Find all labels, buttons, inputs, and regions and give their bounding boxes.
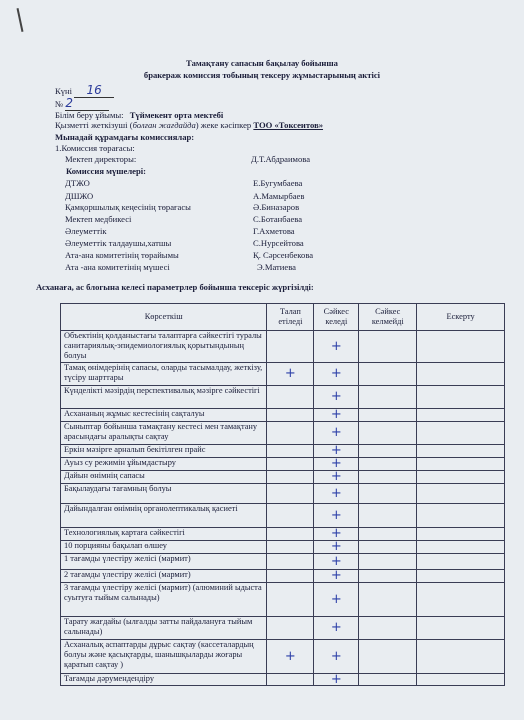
indicator-cell: 3 тағамды үлестіру желісі (мармит) (алюминий ыдыста суытуға тыйым салынады) <box>61 583 267 617</box>
member-role: Ата-ана комитетінің төрайымы <box>65 250 179 260</box>
complies-cell: + <box>314 458 359 471</box>
member-role: Мектеп медбикесі <box>65 214 132 224</box>
indicator-cell: Дайын өнімнің сапасы <box>61 471 267 484</box>
complies-cell: + <box>314 363 359 386</box>
org-value: Түймекент орта мектебі <box>129 110 224 120</box>
supplier-middle: ) жеке кәсіпкер <box>195 120 252 130</box>
member-name: Г.Ахметова <box>253 226 295 236</box>
required-cell <box>267 445 314 458</box>
required-cell <box>267 458 314 471</box>
member-role: Қамқоршылық кеңесінің төрағасы <box>65 202 191 212</box>
not-complies-cell <box>359 554 417 570</box>
not-complies-cell <box>359 674 417 686</box>
number-field <box>55 96 109 111</box>
day-value: 16 <box>74 83 114 98</box>
supplier-label: Қызметті жеткізуші ( <box>55 120 133 130</box>
note-cell <box>417 458 505 471</box>
indicator-cell: Асхананың жұмыс кестесінің сақталуы <box>61 409 267 422</box>
not-complies-cell <box>359 504 417 528</box>
note-cell <box>417 363 505 386</box>
member-name: А.Мамырбаев <box>253 191 305 201</box>
complies-cell: + <box>314 554 359 570</box>
required-cell <box>267 331 314 363</box>
column-header: Талап етіледі <box>267 304 314 331</box>
complies-cell: + <box>314 541 359 554</box>
column-header: Ескерту <box>417 304 505 331</box>
required-cell: + <box>267 363 314 386</box>
not-complies-cell <box>359 617 417 640</box>
table-row <box>61 363 505 386</box>
required-cell <box>267 409 314 422</box>
not-complies-cell <box>359 458 417 471</box>
indicator-cell: Сыныптар бойынша тамақтану кестесі мен тамақтану арасындағы аралықты сақтау <box>61 422 267 445</box>
not-complies-cell <box>359 422 417 445</box>
note-cell <box>417 484 505 504</box>
not-complies-cell <box>359 386 417 409</box>
indicator-cell: Асханалық аспаптарды дұрыс сақтау (кассеталардың болуы және қасықтарды, шанышқыларды жоғары қаратып сақтау ) <box>61 640 267 674</box>
not-complies-cell <box>359 409 417 422</box>
complies-cell: + <box>314 570 359 583</box>
note-cell <box>417 541 505 554</box>
table-row <box>61 409 505 422</box>
required-cell <box>267 674 314 686</box>
member-role: ДТЖО <box>65 178 90 188</box>
required-cell <box>267 484 314 504</box>
note-cell <box>417 554 505 570</box>
supplier-line <box>55 120 323 130</box>
required-cell <box>267 504 314 528</box>
required-cell <box>267 386 314 409</box>
member-name: Қ. Сәрсенбекова <box>253 250 314 260</box>
indicator-cell: Объектінің қолданыстағы талаптарға сәйкестігі туралы санитариялық-эпидемиологиялық қорытындының болуы <box>61 331 267 363</box>
scan-mark <box>17 8 24 32</box>
table-row <box>61 583 505 617</box>
table-row <box>61 617 505 640</box>
column-header: Сәйкес келмейді <box>359 304 417 331</box>
org-label: Білім беру ұйымы: <box>55 110 124 120</box>
complies-cell: + <box>314 617 359 640</box>
indicator-cell: Тамақ өнімдерінің сапасы, оларды тасымалдау, жеткізу, түсіру шарттары <box>61 363 267 386</box>
note-cell <box>417 583 505 617</box>
table-row <box>61 504 505 528</box>
note-cell <box>417 674 505 686</box>
complies-cell: + <box>314 471 359 484</box>
complies-cell: + <box>314 409 359 422</box>
member-role: Әлеуметтік талдаушы,хатшы <box>65 238 172 248</box>
indicator-cell: Дайындалған өнімнің органолептикалық қасиеті <box>61 504 267 528</box>
note-cell <box>417 504 505 528</box>
complies-cell: + <box>314 528 359 541</box>
supplier-italic: болған жағдайда <box>132 120 196 130</box>
number-value: 2 <box>65 96 109 111</box>
member-name: С.Ботанбаева <box>253 214 303 224</box>
not-complies-cell <box>359 331 417 363</box>
complies-cell: + <box>314 484 359 504</box>
document-title-line1: Тамақтану сапасын бақылау бойынша <box>186 58 338 68</box>
note-cell <box>417 528 505 541</box>
table-row <box>61 528 505 541</box>
indicator-cell: Бақылаудағы тағамның болуы <box>61 484 267 504</box>
column-header: Көрсеткіш <box>61 304 267 331</box>
required-cell <box>267 570 314 583</box>
member-name: Э.Матиева <box>257 262 296 272</box>
inspection-table <box>60 303 505 686</box>
note-cell <box>417 331 505 363</box>
column-header: Сәйкес келеді <box>314 304 359 331</box>
document-title-line2: бракераж комиссия тобының тексеру жұмыстарының актісі <box>143 70 381 80</box>
check-intro: Асханаға, ас блогына келесі параметрлер бойынша тексеріс жүргізілді: <box>36 282 314 292</box>
table-row <box>61 471 505 484</box>
indicator-cell: 10 порцияны бақылап өлшеу <box>61 541 267 554</box>
organization-line <box>55 110 223 120</box>
not-complies-cell <box>359 570 417 583</box>
table-row <box>61 331 505 363</box>
not-complies-cell <box>359 471 417 484</box>
note-cell <box>417 617 505 640</box>
member-name: Ә.Биназаров <box>253 202 300 212</box>
required-cell <box>267 554 314 570</box>
note-cell <box>417 445 505 458</box>
table-row <box>61 640 505 674</box>
not-complies-cell <box>359 541 417 554</box>
complies-cell: + <box>314 445 359 458</box>
indicator-cell: Күнделікті мәзірдің перспективалық мәзірге сәйкестігі <box>61 386 267 409</box>
indicator-cell: Ауыз су режимін ұйымдастыру <box>61 458 267 471</box>
complies-cell: + <box>314 504 359 528</box>
member-role: Әлеуметтік <box>65 226 107 236</box>
indicator-cell: Тарату жағдайы (ылғалды затты пайдалануға тыйым салынады) <box>61 617 267 640</box>
complies-cell: + <box>314 422 359 445</box>
required-cell <box>267 583 314 617</box>
table-row <box>61 554 505 570</box>
indicator-cell: Еркін мәзірге арналып бекітілген прайс <box>61 445 267 458</box>
note-cell <box>417 409 505 422</box>
required-cell <box>267 617 314 640</box>
indicator-cell: 2 тағамды үлестіру желісі (мармит) <box>61 570 267 583</box>
commission-header: Мынадай құрамдағы комиссиялар: <box>55 132 195 142</box>
complies-cell: + <box>314 674 359 686</box>
note-cell <box>417 570 505 583</box>
indicator-cell: Технологиялық картаға сәйкестігі <box>61 528 267 541</box>
note-cell <box>417 422 505 445</box>
complies-cell: + <box>314 640 359 674</box>
not-complies-cell <box>359 640 417 674</box>
complies-cell: + <box>314 386 359 409</box>
complies-cell: + <box>314 583 359 617</box>
not-complies-cell <box>359 445 417 458</box>
required-cell <box>267 422 314 445</box>
member-name: Е.Бугумбаева <box>253 178 303 188</box>
member-name: С.Нурсейтова <box>253 238 304 248</box>
table-row <box>61 458 505 471</box>
number-label: № <box>55 99 64 109</box>
supplier-value: ТОО «Токсеитов» <box>253 120 324 130</box>
director-role: Мектеп директоры: <box>65 154 137 164</box>
note-cell <box>417 471 505 484</box>
not-complies-cell <box>359 363 417 386</box>
not-complies-cell <box>359 484 417 504</box>
indicator-cell: Тағамды дәрумендендіру <box>61 674 267 686</box>
not-complies-cell <box>359 583 417 617</box>
table-row <box>61 484 505 504</box>
director-name: Д.Т.Абдраимова <box>251 154 311 164</box>
required-cell <box>267 528 314 541</box>
note-cell <box>417 640 505 674</box>
member-role: Ата -ана комитетінің мүшесі <box>65 262 170 272</box>
table-row <box>61 541 505 554</box>
chair-label: 1.Комиссия төрағасы: <box>55 143 135 153</box>
member-role: ДШЖО <box>65 191 94 201</box>
not-complies-cell <box>359 528 417 541</box>
table-row <box>61 386 505 409</box>
note-cell <box>417 386 505 409</box>
required-cell: + <box>267 640 314 674</box>
table-row <box>61 422 505 445</box>
required-cell <box>267 541 314 554</box>
members-header: Комиссия мүшелері: <box>66 166 147 176</box>
table-row <box>61 445 505 458</box>
indicator-cell: 1 тағамды үлестіру желісі (мармит) <box>61 554 267 570</box>
table-row <box>61 570 505 583</box>
day-label: Күні <box>55 86 73 96</box>
table-row <box>61 674 505 686</box>
table-header-row <box>61 304 505 331</box>
complies-cell: + <box>314 331 359 363</box>
required-cell <box>267 471 314 484</box>
